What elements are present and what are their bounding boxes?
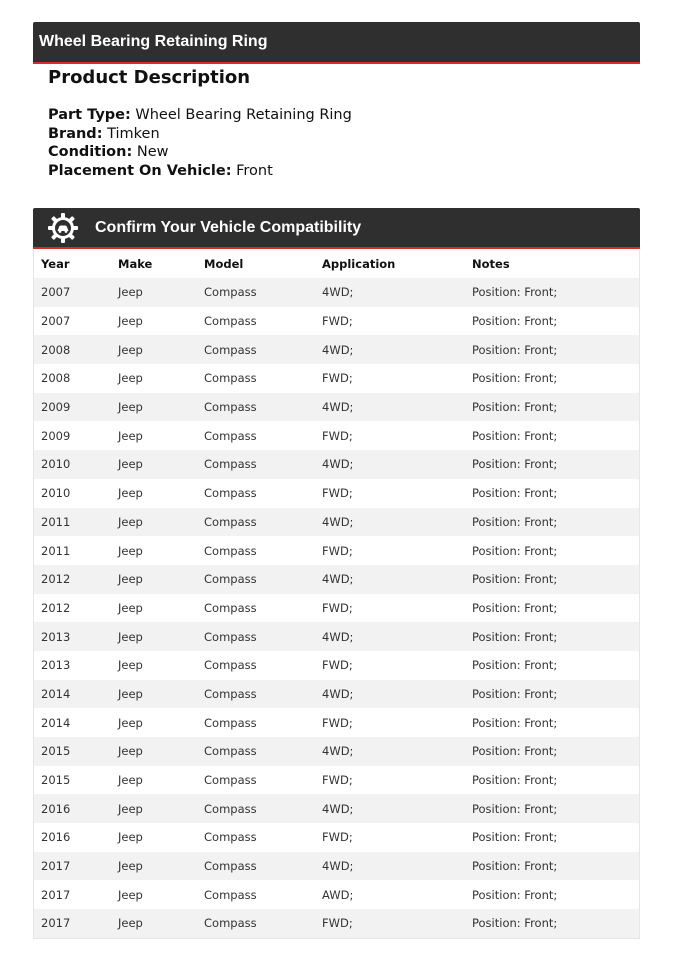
spec-label: Condition: <box>48 144 133 160</box>
cell-year: 2016 <box>41 830 71 845</box>
cell-make: Jeep <box>118 916 143 931</box>
cell-model: Compass <box>204 285 257 300</box>
compatibility-table <box>33 250 640 939</box>
cell-year: 2016 <box>41 801 71 816</box>
table-row <box>34 823 639 852</box>
spec-value: New <box>136 144 169 160</box>
cell-year: 2017 <box>41 887 71 902</box>
compatibility-title: Confirm Your Vehicle Compatibility <box>95 218 362 236</box>
cell-notes: Position: Front; <box>472 658 558 673</box>
cell-model: Compass <box>204 514 257 529</box>
cell-application: FWD; <box>322 314 353 329</box>
cell-make: Jeep <box>118 744 143 759</box>
cell-model: Compass <box>204 744 257 759</box>
cell-make: Jeep <box>118 859 143 874</box>
table-row <box>34 708 639 737</box>
cell-notes: Position: Front; <box>472 600 558 615</box>
page-title: Wheel Bearing Retaining Ring <box>39 33 268 50</box>
cell-application: 4WD; <box>322 801 354 816</box>
cell-notes: Position: Front; <box>472 686 558 701</box>
cell-make: Jeep <box>118 457 143 472</box>
cell-year: 2014 <box>41 715 71 730</box>
cell-year: 2017 <box>41 859 71 874</box>
cell-year: 2007 <box>41 314 71 329</box>
table-row <box>34 450 639 479</box>
spec-value: Front <box>236 162 273 179</box>
cell-make: Jeep <box>118 514 143 529</box>
cell-notes: Position: Front; <box>472 744 558 759</box>
cell-application: 4WD; <box>322 285 354 300</box>
cell-application: 4WD; <box>322 400 354 415</box>
product-description-heading: Product Description <box>48 67 251 88</box>
cell-application: 4WD; <box>322 744 354 759</box>
cell-year: 2015 <box>41 773 71 788</box>
cell-application: 4WD; <box>322 457 354 472</box>
gear-car-icon <box>47 212 79 244</box>
table-row <box>34 393 639 422</box>
cell-make: Jeep <box>118 400 143 415</box>
cell-notes: Position: Front; <box>472 457 558 472</box>
cell-make: Jeep <box>118 715 143 730</box>
spec-condition <box>48 143 352 162</box>
cell-year: 2008 <box>41 342 71 357</box>
cell-model: Compass <box>204 342 257 357</box>
cell-make: Jeep <box>118 314 143 329</box>
column-header-model: Model <box>204 257 244 271</box>
cell-notes: Position: Front; <box>472 314 558 329</box>
cell-make: Jeep <box>118 801 143 816</box>
cell-year: 2008 <box>41 371 71 386</box>
cell-model: Compass <box>204 543 257 558</box>
table-row <box>34 622 639 651</box>
cell-model: Compass <box>204 314 257 329</box>
cell-year: 2015 <box>41 744 71 759</box>
cell-year: 2013 <box>41 658 71 673</box>
cell-model: Compass <box>204 400 257 415</box>
cell-application: AWD; <box>322 887 354 902</box>
cell-application: 4WD; <box>322 629 354 644</box>
cell-application: FWD; <box>322 658 353 673</box>
cell-notes: Position: Front; <box>472 715 558 730</box>
cell-model: Compass <box>204 572 257 587</box>
cell-model: Compass <box>204 887 257 902</box>
cell-model: Compass <box>204 428 257 443</box>
cell-make: Jeep <box>118 572 143 587</box>
table-row <box>34 909 639 938</box>
cell-application: 4WD; <box>322 342 354 357</box>
table-row <box>34 594 639 623</box>
cell-year: 2009 <box>41 428 71 443</box>
cell-model: Compass <box>204 801 257 816</box>
cell-make: Jeep <box>118 543 143 558</box>
cell-application: FWD; <box>322 371 353 386</box>
column-header-make: Make <box>118 257 153 271</box>
table-row <box>34 421 639 450</box>
cell-year: 2011 <box>41 514 71 529</box>
cell-make: Jeep <box>118 285 143 300</box>
cell-notes: Position: Front; <box>472 486 558 501</box>
table-row <box>34 278 639 307</box>
cell-notes: Position: Front; <box>472 514 558 529</box>
cell-application: FWD; <box>322 916 353 931</box>
cell-model: Compass <box>204 457 257 472</box>
cell-year: 2017 <box>41 916 71 931</box>
cell-year: 2013 <box>41 629 71 644</box>
cell-application: FWD; <box>322 715 353 730</box>
cell-notes: Position: Front; <box>472 428 558 443</box>
cell-make: Jeep <box>118 686 143 701</box>
cell-year: 2007 <box>41 285 71 300</box>
cell-model: Compass <box>204 686 257 701</box>
table-row <box>34 794 639 823</box>
cell-notes: Position: Front; <box>472 859 558 874</box>
cell-model: Compass <box>204 773 257 788</box>
cell-model: Compass <box>204 629 257 644</box>
table-row <box>34 565 639 594</box>
cell-notes: Position: Front; <box>472 887 558 902</box>
cell-make: Jeep <box>118 629 143 644</box>
cell-notes: Position: Front; <box>472 543 558 558</box>
cell-make: Jeep <box>118 342 143 357</box>
table-row <box>34 508 639 537</box>
table-header-row <box>34 250 639 278</box>
column-header-year: Year <box>41 257 70 271</box>
cell-year: 2012 <box>41 600 71 615</box>
column-header-notes: Notes <box>472 257 510 271</box>
cell-notes: Position: Front; <box>472 830 558 845</box>
table-row <box>34 766 639 795</box>
cell-make: Jeep <box>118 887 143 902</box>
table-row <box>34 536 639 565</box>
cell-application: FWD; <box>322 486 353 501</box>
cell-model: Compass <box>204 486 257 501</box>
cell-model: Compass <box>204 658 257 673</box>
cell-application: FWD; <box>322 600 353 615</box>
cell-model: Compass <box>204 859 257 874</box>
cell-application: 4WD; <box>322 514 354 529</box>
cell-year: 2011 <box>41 543 71 558</box>
cell-application: FWD; <box>322 773 353 788</box>
cell-model: Compass <box>204 715 257 730</box>
cell-notes: Position: Front; <box>472 629 558 644</box>
cell-application: 4WD; <box>322 859 354 874</box>
cell-make: Jeep <box>118 371 143 386</box>
spec-value: Timken <box>107 125 160 142</box>
column-header-application: Application <box>322 257 396 271</box>
table-row <box>34 680 639 709</box>
cell-notes: Position: Front; <box>472 400 558 415</box>
spec-label: Placement On Vehicle: <box>48 162 232 179</box>
title-bar <box>33 22 640 64</box>
product-specs <box>48 106 352 180</box>
compatibility-header <box>33 208 640 249</box>
spec-part-type <box>48 106 352 125</box>
cell-notes: Position: Front; <box>472 801 558 816</box>
table-row <box>34 335 639 364</box>
cell-make: Jeep <box>118 658 143 673</box>
cell-model: Compass <box>204 916 257 931</box>
table-row <box>34 880 639 909</box>
cell-application: FWD; <box>322 428 353 443</box>
cell-notes: Position: Front; <box>472 572 558 587</box>
cell-notes: Position: Front; <box>472 285 558 300</box>
cell-make: Jeep <box>118 773 143 788</box>
table-row <box>34 737 639 766</box>
table-row <box>34 651 639 680</box>
spec-brand <box>48 125 352 144</box>
spec-label: Part Type: <box>48 107 131 123</box>
cell-year: 2012 <box>41 572 71 587</box>
cell-application: 4WD; <box>322 572 354 587</box>
spec-placement <box>48 162 352 181</box>
cell-make: Jeep <box>118 830 143 845</box>
table-row <box>34 364 639 393</box>
table-row <box>34 307 639 336</box>
cell-notes: Position: Front; <box>472 916 558 931</box>
cell-application: FWD; <box>322 543 353 558</box>
spec-value: Wheel Bearing Retaining Ring <box>135 107 352 123</box>
cell-make: Jeep <box>118 600 143 615</box>
cell-year: 2009 <box>41 400 71 415</box>
cell-model: Compass <box>204 830 257 845</box>
cell-year: 2014 <box>41 686 71 701</box>
table-row <box>34 479 639 508</box>
cell-application: 4WD; <box>322 686 354 701</box>
cell-notes: Position: Front; <box>472 371 558 386</box>
cell-model: Compass <box>204 371 257 386</box>
cell-year: 2010 <box>41 457 71 472</box>
cell-application: FWD; <box>322 830 353 845</box>
spec-label: Brand: <box>48 125 103 142</box>
table-row <box>34 852 639 881</box>
cell-model: Compass <box>204 600 257 615</box>
cell-notes: Position: Front; <box>472 773 558 788</box>
cell-make: Jeep <box>118 486 143 501</box>
cell-make: Jeep <box>118 428 143 443</box>
cell-year: 2010 <box>41 486 71 501</box>
cell-notes: Position: Front; <box>472 342 558 357</box>
